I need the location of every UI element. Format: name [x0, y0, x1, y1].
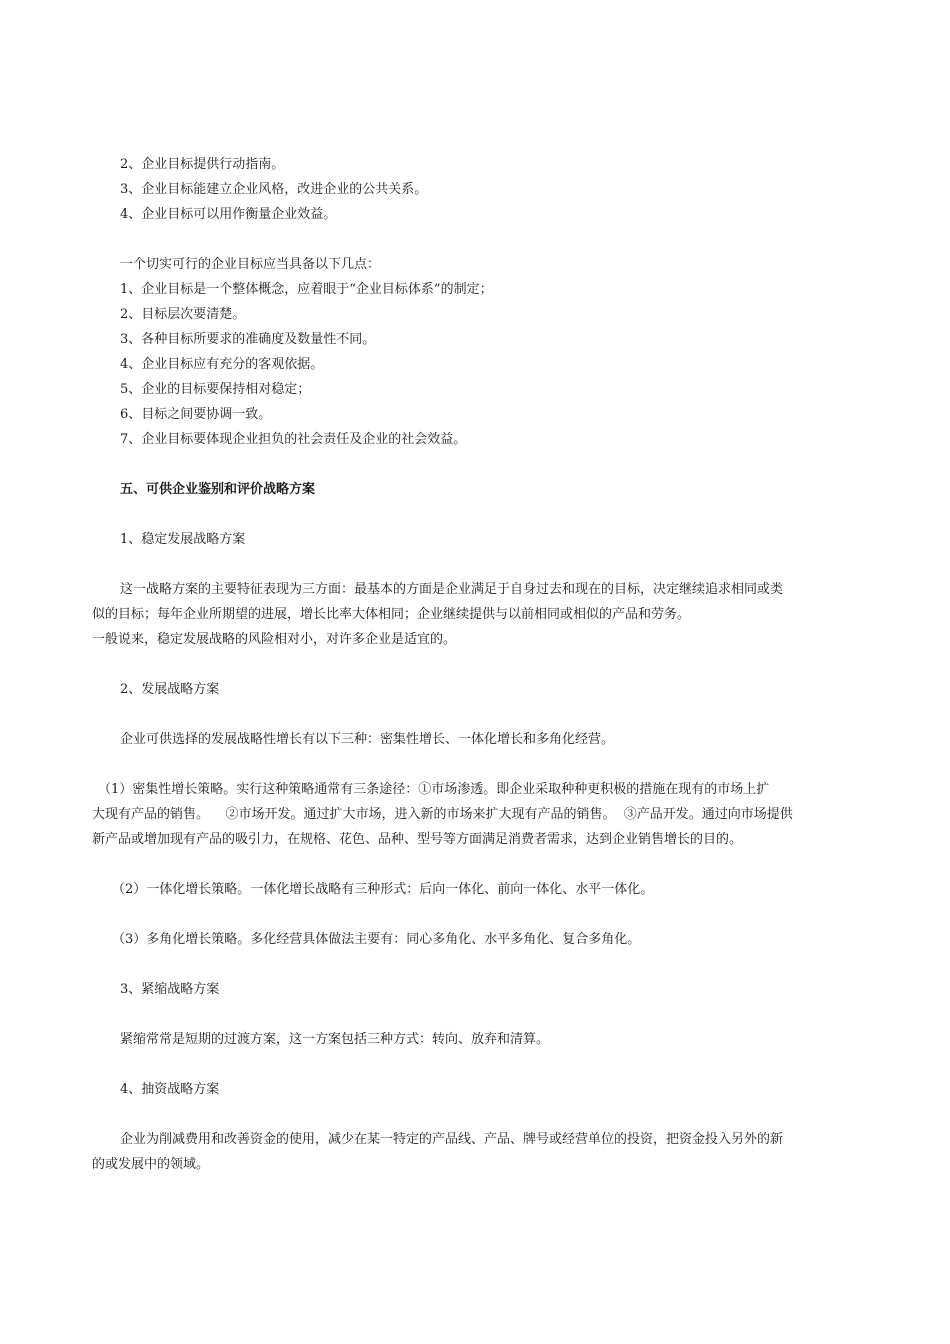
paragraph-line: 新产品或增加现有产品的吸引力，在规格、花色、品种、型号等方面满足消费者需求，达到企业销售增长的目的。 [92, 832, 743, 847]
list-item: 2、企业目标提供行动指南。 [120, 157, 285, 172]
list-item: 6、目标之间要协调一致。 [120, 407, 272, 422]
list-item: 7、企业目标要体现企业担负的社会责任及企业的社会效益。 [120, 432, 467, 447]
paragraph-line: 企业可供选择的发展战略性增长有以下三种：密集性增长、一体化增长和多角化经营。 [120, 732, 615, 747]
paragraph-line: （2）一体化增长策略。一体化增长战略有三种形式：后向一体化、前向一体化、水平一体化。 [112, 882, 654, 897]
subsection-title: 1、稳定发展战略方案 [120, 532, 246, 547]
list-item: 4、企业目标应有充分的客观依据。 [120, 357, 324, 372]
list-item: 4、企业目标可以用作衡量企业效益。 [120, 207, 337, 222]
list-item: 5、企业的目标要保持相对稳定； [120, 382, 311, 397]
paragraph-line: 这一战略方案的主要特征表现为三方面：最基本的方面是企业满足于自身过去和现在的目标，决定继续追求相同或类 [120, 582, 784, 597]
list-item: 1、企业目标是一个整体概念，应着眼于“企业目标体系”的制定； [120, 282, 493, 297]
section-heading: 五、可供企业鉴别和评价战略方案 [120, 482, 316, 497]
paragraph-line: 大现有产品的销售。 ②市场开发。通过扩大市场，进入新的市场来扩大现有产品的销售。 ③产品开发。通过向市场提供 [92, 807, 793, 822]
subsection-title: 2、发展战略方案 [120, 682, 220, 697]
document-body [92, 152, 862, 1177]
paragraph-line: （3）多角化增长策略。多化经营具体做法主要有：同心多角化、水平多角化、复合多角化。 [112, 932, 641, 947]
list-item: 2、目标层次要清楚。 [120, 307, 246, 322]
paragraph-line: 紧缩常常是短期的过渡方案，这一方案包括三种方式：转向、放弃和清算。 [120, 1032, 550, 1047]
list-item: 3、各种目标所要求的准确度及数量性不同。 [120, 332, 376, 347]
subsection-title: 3、紧缩战略方案 [120, 982, 220, 997]
paragraph-line: 一般说来，稳定发展战略的风险相对小，对许多企业是适宜的。 [92, 632, 457, 647]
paragraph-intro: 一个切实可行的企业目标应当具备以下几点： [120, 257, 381, 272]
paragraph-line: 企业为削减费用和改善资金的使用，减少在某一特定的产品线、产品、牌号或经营单位的投资，把资金投入另外的新 [120, 1132, 784, 1147]
paragraph-line: 似的目标；每年企业所期望的进展，增长比率大体相同；企业继续提供与以前相同或相似的产品和劳务。 [92, 607, 691, 622]
paragraph-line: （1）密集性增长策略。实行这种策略通常有三条途径：①市场渗透。即企业采取种种更积极的措施在现有的市场上扩 [98, 782, 770, 797]
paragraph-line: 的或发展中的领域。 [92, 1157, 210, 1172]
list-item: 3、企业目标能建立企业风格，改进企业的公共关系。 [120, 182, 428, 197]
subsection-title: 4、抽资战略方案 [120, 1082, 220, 1097]
